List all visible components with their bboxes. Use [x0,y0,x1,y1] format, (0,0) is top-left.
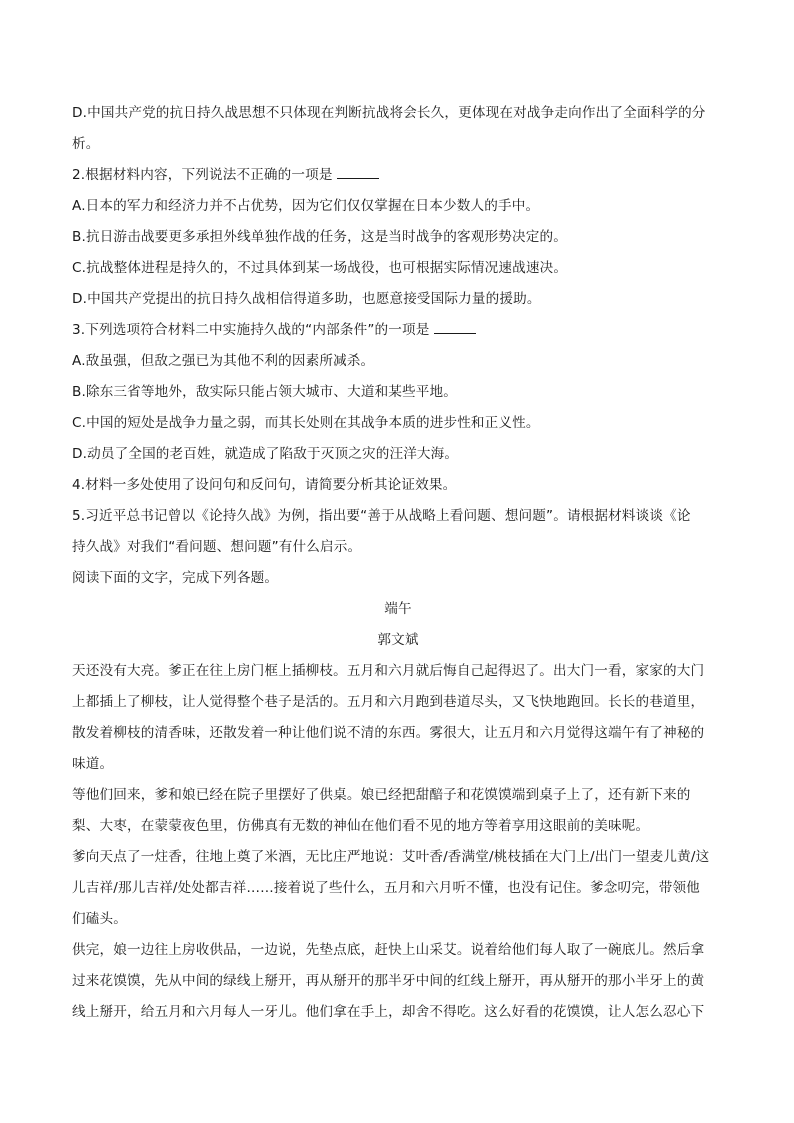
question-2-option-d: D.中国共产党提出的抗日持久战相信得道多助，也愿意接受国际力量的援助。 [72,291,541,307]
story-paragraph-3-line-2: 儿吉祥/那儿吉祥/处处都吉祥……接着说了些什么，五月和六月听不懂，也没有记住。爹念叨完，带领他 [72,880,700,896]
story-paragraph-2-line-1: 等他们回来，爹和娘已经在院子里摆好了供桌。娘已经把甜醅子和花馍馍端到桌子上了，还有新下来的 [72,787,691,803]
story-paragraph-2-line-2: 梨、大枣，在蒙蒙夜色里，仿佛真有无数的神仙在他们看不见的地方等着享用这眼前的美味呢。 [72,818,650,834]
story-paragraph-4-line-3: 线上掰开，给五月和六月每人一牙儿。他们拿在手上，却舍不得吃。这么好看的花馍馍，让人怎么忍心下 [72,1004,705,1020]
story-paragraph-1-line-3: 散发着柳枝的清香味，还散发着一种让他们说不清的东西。雾很大，让五月和六月觉得这端午有了神秘的 [72,725,705,741]
question-2-stem [72,160,724,191]
story-paragraph-4-line-1: 供完，娘一边往上房收供品，一边说，先垫点底，赶快上山采艾。说着给他们每人取了一碗底儿。然后拿 [72,942,705,958]
reading-intro: 阅读下面的文字，完成下列各题。 [72,570,279,586]
option-d-line-2: 析。 [72,136,100,152]
question-4: 4.材料一多处使用了设问句和反问句，请简要分析其论证效果。 [72,477,457,493]
story-paragraph-1-line-2: 上都插上了柳枝，让人觉得整个巷子是活的。五月和六月跑到巷道尽头，又飞快地跑回。长长的巷道里， [72,694,705,710]
question-2-option-b: B.抗日游击战要更多承担外线单独作战的任务，这是当时战争的客观形势决定的。 [72,229,567,245]
question-2-option-a: A.日本的军力和经济力并不占优势，因为它们仅仅掌握在日本少数人的手中。 [72,198,540,214]
answer-blank [434,319,476,334]
question-5-line-1: 5.习近平总书记曾以《论持久战》为例，指出要“善于从战略上看问题、想问题”。请根据材料谈谈《论 [72,508,691,524]
story-paragraph-4-line-2: 过来花馍馍，先从中间的绿线上掰开，再从掰开的那半牙中间的红线上掰开，再从掰开的那小半牙上的黄 [72,973,705,989]
story-paragraph-1-line-1: 天还没有大亮。爹正在往上房门框上插柳枝。五月和六月就后悔自己起得迟了。出大门一看，家家的大门 [72,663,705,679]
option-d-line-1: D.中国共产党的抗日持久战思想不只体现在判断抗战将会长久，更体现在对战争走向作出了全面科学的分 [72,105,706,121]
question-3-option-d: D.动员了全国的老百姓，就造成了陷敌于灭顶之灾的汪洋大海。 [72,446,459,462]
story-title: 端午 [384,601,412,617]
question-2-option-c: C.抗战整体进程是持久的，不过具体到某一场战役，也可根据实际情况速战速决。 [72,260,568,276]
question-3-stem [72,315,724,346]
page-content [72,98,724,1028]
question-2-text: 2.根据材料内容，下列说法不正确的一项是 [72,167,333,183]
story-paragraph-1-line-4: 味道。 [72,756,114,772]
question-3-option-a: A.敌虽强，但敌之强已为其他不利的因素所减杀。 [72,353,375,369]
question-3-text: 3.下列选项符合材料二中实施持久战的“内部条件”的一项是 [72,322,430,338]
story-paragraph-3-line-3: 们磕头。 [72,911,127,927]
question-3-option-b: B.除东三省等地外，敌实际只能占领大城市、大道和某些平地。 [72,384,458,400]
question-5-line-2: 持久战》对我们“看问题、想问题”有什么启示。 [72,539,362,555]
question-3-option-c: C.中国的短处是战争力量之弱，而其长处则在其战争本质的进步性和正义性。 [72,415,540,431]
answer-blank [337,164,379,179]
story-paragraph-3-line-1: 爹向天点了一炷香，往地上奠了米酒，无比庄严地说：艾叶香/香满堂/桃枝插在大门上/出门一望麦儿黄/这 [72,849,710,865]
story-author: 郭文斌 [377,632,419,648]
